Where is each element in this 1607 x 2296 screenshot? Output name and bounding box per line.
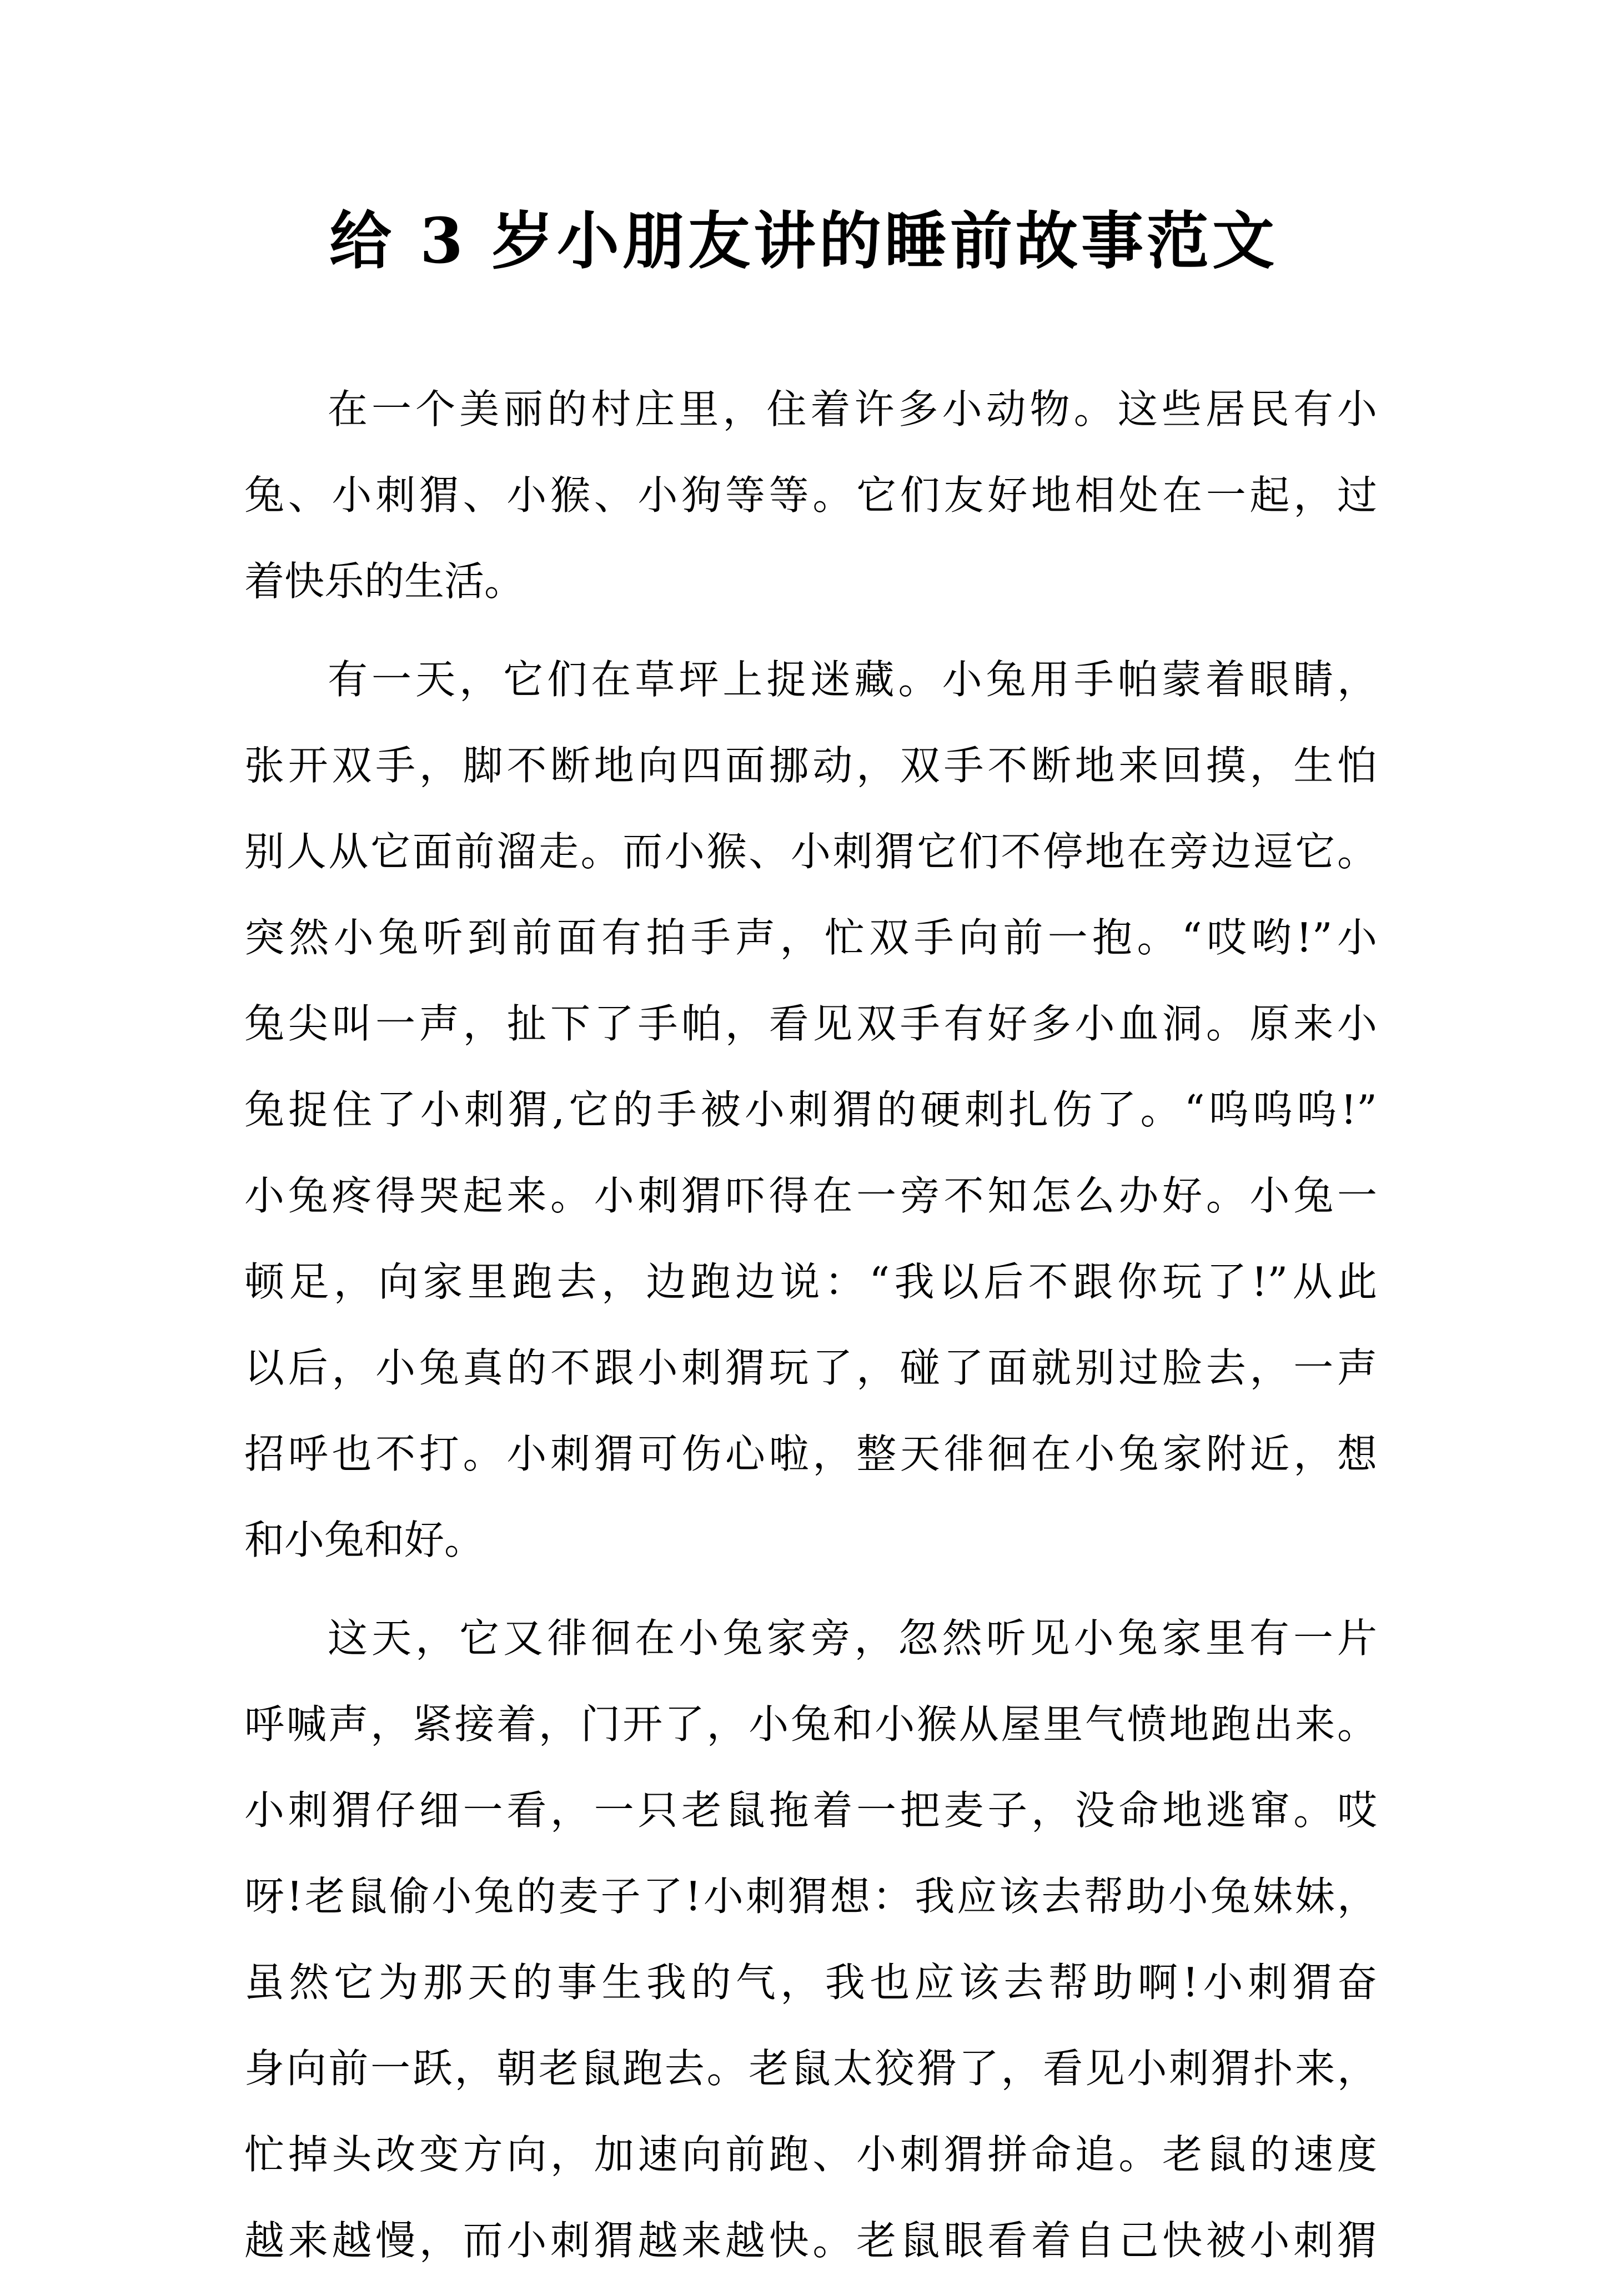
text-line: 别人从它面前溜走。而小猴、小刺猬它们不停地在旁边逗它。 <box>244 828 1377 875</box>
text-line: 越来越慢，而小刺猬越来越快。老鼠眼看着自己快被小刺猬 <box>244 2217 1377 2264</box>
text-line: 有一天，它们在草坪上捉迷藏。小兔用手帕蒙着眼睛， <box>328 656 1377 703</box>
text-line: 身向前一跃，朝老鼠跑去。老鼠太狡猾了，看见小刺猬扑来， <box>244 2045 1377 2092</box>
text-line: 这天，它又徘徊在小兔家旁，忽然听见小兔家里有一片 <box>328 1615 1377 1661</box>
document-body <box>244 366 1377 2296</box>
text-line: 招呼也不打。小刺猬可伤心啦，整天徘徊在小兔家附近，想 <box>244 1431 1377 1477</box>
text-line: 呀!老鼠偷小兔的麦子了!小刺猬想：我应该去帮助小兔妹妹， <box>244 1873 1377 1920</box>
text-line: 顿足，向家里跑去，边跑边说：“我以后不跟你玩了!”从此 <box>244 1258 1377 1305</box>
text-line: 着快乐的生活。 <box>244 558 525 605</box>
text-line: 兔、小刺猬、小猴、小狗等等。它们友好地相处在一起，过 <box>244 472 1377 518</box>
text-line: 突然小兔听到前面有拍手声，忙双手向前一抱。“哎哟!”小 <box>244 914 1377 961</box>
text-line: 和小兔和好。 <box>244 1517 485 1563</box>
paragraph <box>244 637 1377 1583</box>
text-line: 张开双手，脚不断地向四面挪动，双手不断地来回摸，生怕 <box>244 742 1377 789</box>
text-line: 在一个美丽的村庄里，住着许多小动物。这些居民有小 <box>328 386 1377 432</box>
document-title: 给 3 岁小朋友讲的睡前故事范文 <box>329 205 1278 278</box>
text-line: 兔尖叫一声，扯下了手帕，看见双手有好多小血洞。原来小 <box>244 1000 1377 1047</box>
paragraph <box>244 1595 1377 2284</box>
text-line: 小刺猬仔细一看，一只老鼠拖着一把麦子，没命地逃窜。哎 <box>244 1787 1377 1834</box>
text-line: 兔捉住了小刺猬,它的手被小刺猬的硬刺扎伤了。“呜呜呜!” <box>244 1086 1377 1133</box>
text-line: 小兔疼得哭起来。小刺猬吓得在一旁不知怎么办好。小兔一 <box>244 1172 1377 1219</box>
text-line: 忙掉头改变方向，加速向前跑、小刺猬拼命追。老鼠的速度 <box>244 2131 1377 2178</box>
text-line: 以后，小兔真的不跟小刺猬玩了，碰了面就别过脸去，一声 <box>244 1345 1377 1391</box>
text-line: 呼喊声，紧接着，门开了，小兔和小猴从屋里气愤地跑出来。 <box>244 1701 1377 1748</box>
text-line: 虽然它为那天的事生我的气，我也应该去帮助啊!小刺猬奋 <box>244 1959 1377 2006</box>
paragraph <box>244 366 1377 625</box>
